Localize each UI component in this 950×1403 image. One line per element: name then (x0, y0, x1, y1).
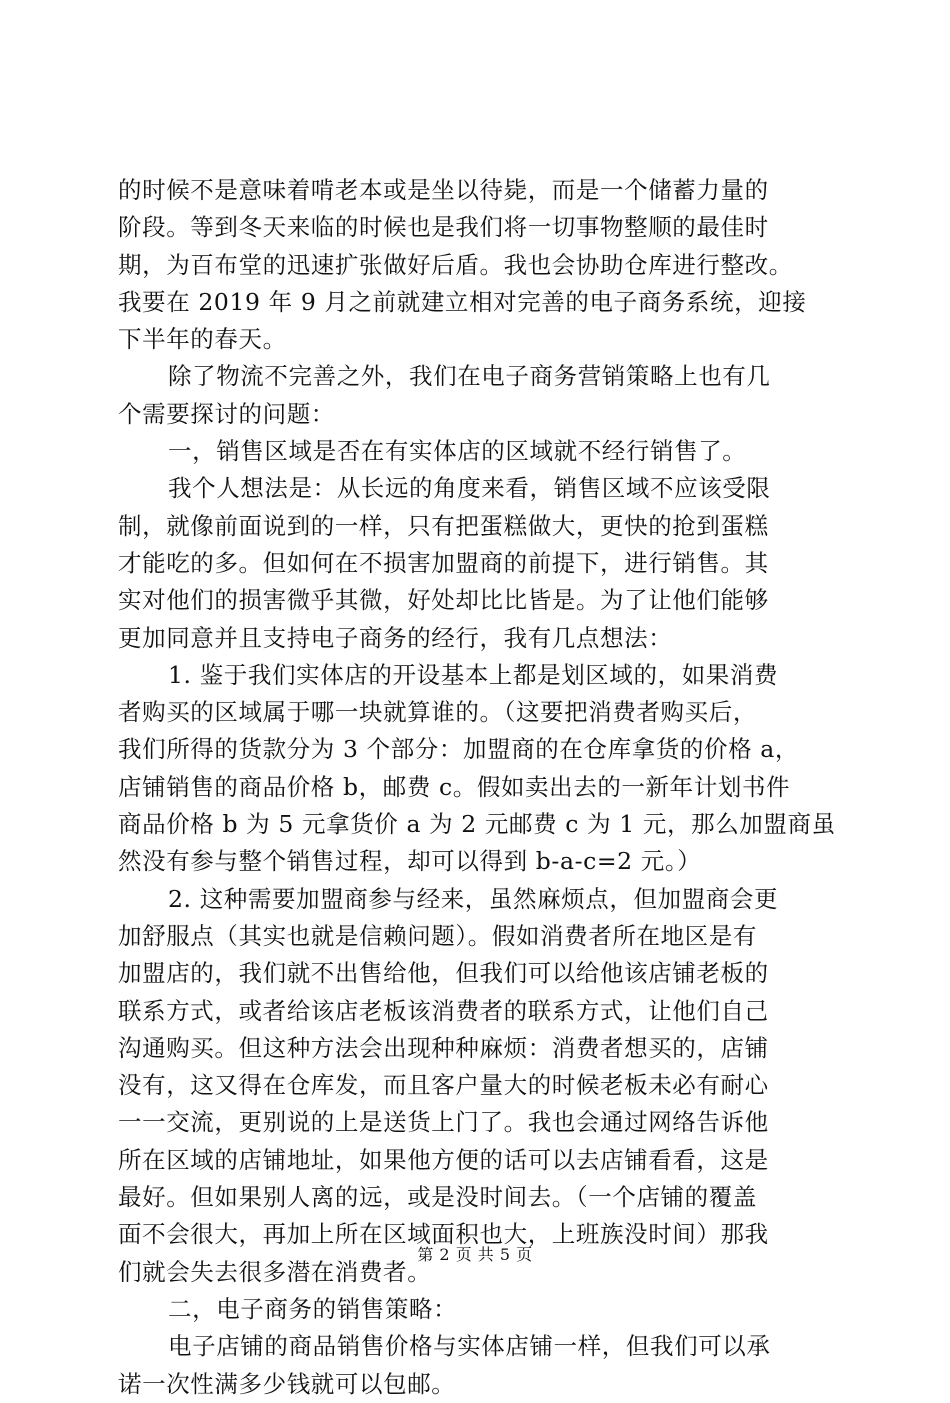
text-line: 最好。但如果别人离的远，或是没时间去。（一个店铺的覆盖 (118, 1183, 757, 1212)
text-line: 者购买的区域属于哪一块就算谁的。（这要把消费者购买后， (118, 698, 757, 727)
text-line: 电子店铺的商品销售价格与实体店铺一样，但我们可以承 (168, 1332, 771, 1361)
text-line: 面不会很大，再加上所在区域面积也大，上班族没时间）那我 (118, 1220, 769, 1249)
text-line: 我们所得的货款分为 3 个部分：加盟商的在仓库拿货的价格 a， (118, 735, 799, 764)
text-line: 制，就像前面说到的一样，只有把蛋糕做大，更快的抢到蛋糕 (118, 511, 769, 540)
text-line: 联系方式，或者给该店老板该消费者的联系方式，让他们自己 (118, 996, 769, 1025)
text-line: 阶段。等到冬天来临的时候也是我们将一切事物整顺的最佳时 (118, 213, 769, 242)
text-line: 商品价格 b 为 5 元拿货价 a 为 2 元邮费 c 为 1 元，那么加盟商虽 (118, 810, 836, 839)
text-line: 加盟店的，我们就不出售给他，但我们可以给他该店铺老板的 (118, 959, 769, 988)
text-line: 实对他们的损害微乎其微，好处却比比皆是。为了让他们能够 (118, 586, 769, 615)
text-line: 加舒服点（其实也就是信赖问题）。假如消费者所在地区是有 (118, 921, 757, 950)
text-line: 1. 鉴于我们实体店的开设基本上都是划区域的，如果消费 (168, 660, 779, 689)
text-line: 我要在 2019 年 9 月之前就建立相对完善的电子商务系统，迎接 (118, 287, 807, 316)
document-body (118, 172, 834, 1403)
paragraph-personal-opinion (118, 470, 834, 656)
text-line: 所在区域的店铺地址，如果他方便的话可以去店铺看看，这是 (118, 1145, 769, 1174)
paragraph-point-1 (118, 657, 834, 881)
text-line: 沟通购买。但这种方法会出现种种麻烦：消费者想买的，店铺 (118, 1033, 769, 1062)
text-line: 店铺销售的商品价格 b，邮费 c。假如卖出去的一新年计划书件 (118, 772, 791, 801)
text-line: 除了物流不完善之外，我们在电子商务营销策略上也有几 (168, 362, 771, 391)
text-line: 二，电子商务的销售策略： (168, 1294, 458, 1323)
text-line: 2. 这种需要加盟商参与经来，虽然麻烦点，但加盟商会更 (168, 884, 779, 913)
heading-sales-strategy (118, 1291, 834, 1328)
text-line: 个需要探讨的问题： (118, 399, 335, 428)
paragraph-pricing (118, 1328, 834, 1403)
text-line: 的时候不是意味着啃老本或是坐以待毙，而是一个储蓄力量的 (118, 176, 769, 204)
text-line: 我个人想法是：从长远的角度来看，销售区域不应该受限 (168, 474, 771, 503)
text-line: 一，销售区域是否在有实体店的区域就不经行销售了。 (168, 437, 747, 466)
text-line: 然没有参与整个销售过程，却可以得到 b-a-c=2 元。） (118, 847, 702, 876)
paragraph-winter-preparation (118, 172, 834, 358)
paragraph-point-2 (118, 881, 834, 1291)
text-line: 更加同意并且支持电子商务的经行，我有几点想法： (118, 623, 673, 652)
text-line: 诺一次性满多少钱就可以包邮。 (118, 1369, 456, 1398)
text-line: 才能吃的多。但如何在不损害加盟商的前提下，进行销售。其 (118, 548, 769, 577)
text-line: 下半年的春天。 (118, 325, 287, 354)
paragraph-marketing-issues (118, 358, 834, 433)
heading-sales-region (118, 433, 834, 470)
text-line: 期，为百布堂的迅速扩张做好后盾。我也会协助仓库进行整改。 (118, 250, 793, 279)
page-number-footer: 第 2 页 共 5 页 (417, 1245, 533, 1264)
text-line: 们就会失去很多潜在消费者。 (118, 1257, 432, 1286)
text-line: 一一交流，更别说的上是送货上门了。我也会通过网络告诉他 (118, 1108, 769, 1137)
text-line: 没有，这又得在仓库发，而且客户量大的时候老板未必有耐心 (118, 1071, 769, 1100)
